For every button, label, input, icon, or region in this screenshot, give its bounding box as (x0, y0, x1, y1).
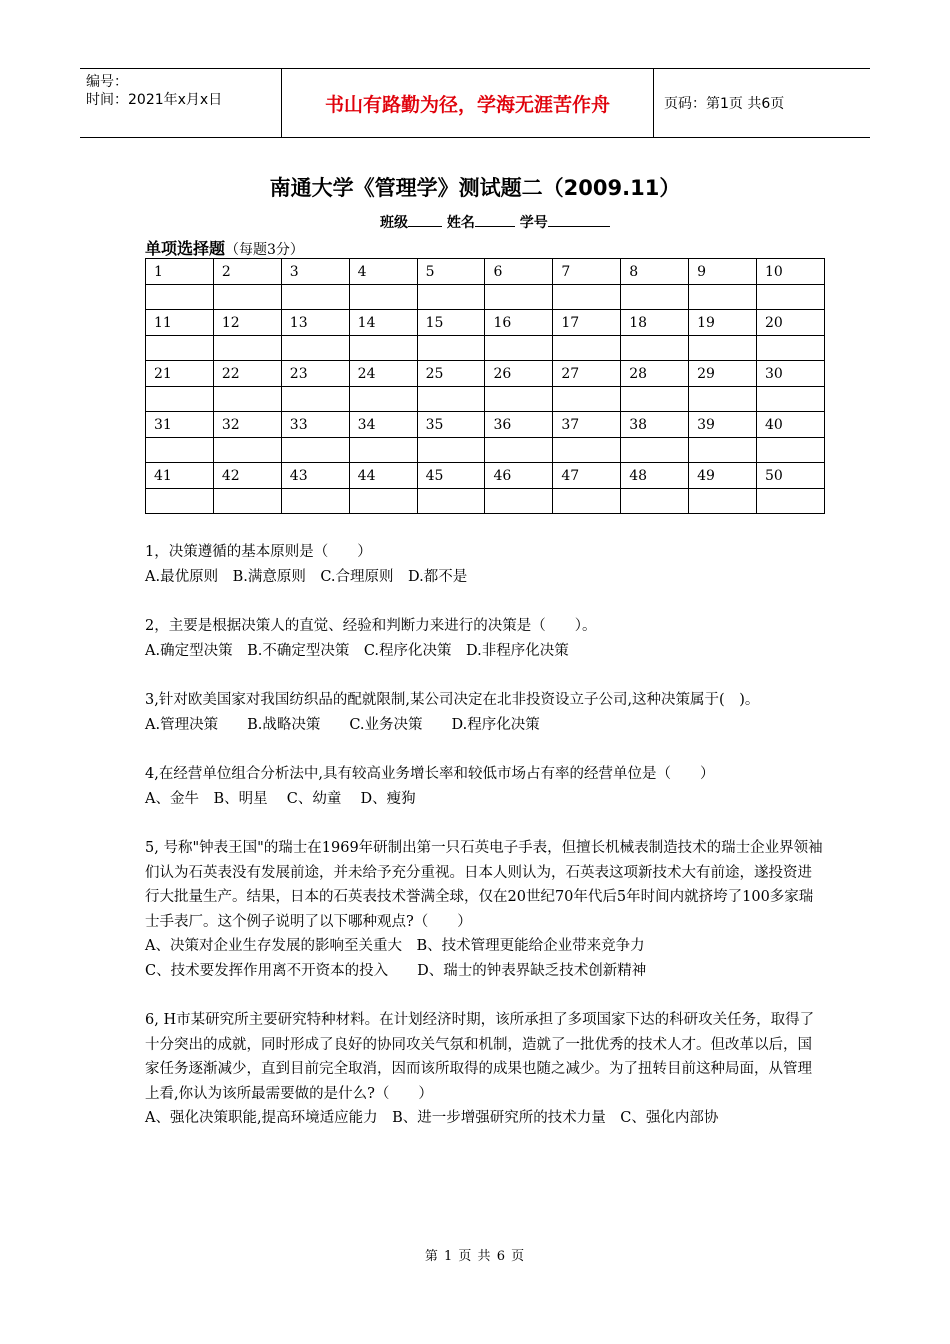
answer-input-cell[interactable] (621, 489, 689, 514)
answer-number-cell: 7 (553, 259, 621, 285)
question-item (145, 614, 825, 663)
answer-number-cell: 8 (621, 259, 689, 285)
answer-number-cell: 10 (757, 259, 825, 285)
answer-number-cell: 9 (689, 259, 757, 285)
answer-input-cell[interactable] (621, 387, 689, 412)
answer-input-cell[interactable] (281, 387, 349, 412)
answer-number-row (146, 412, 825, 438)
question-list (145, 540, 825, 1156)
question-stem: 6, H市某研究所主要研究特种材料。在计划经济时期，该所承担了多项国家下达的科研攻关任务，取得了十分突出的成就，同时形成了良好的协同攻关气氛和机制，造就了一批优秀的技术人才。但改革以后，国家任务逐渐减少，直到目前完全取消，因而该所取得的成果也随之减少。为了扭转目前这种局面，从管理上看,你认为该所最需要做的是什么?（ ） (145, 1012, 815, 1102)
answer-input-cell[interactable] (553, 387, 621, 412)
answer-number-cell: 48 (621, 463, 689, 489)
header-motto: 书山有路勤为径，学海无涯苦作舟 (282, 69, 654, 137)
answer-number-cell: 18 (621, 310, 689, 336)
answer-number-cell: 2 (213, 259, 281, 285)
name-blank[interactable] (475, 212, 515, 227)
answer-input-cell[interactable] (689, 285, 757, 310)
answer-input-cell[interactable] (689, 489, 757, 514)
answer-input-cell[interactable] (213, 438, 281, 463)
answer-input-cell[interactable] (417, 387, 485, 412)
question-options: A.管理决策 B.战略决策 C.业务决策 D.程序化决策 (145, 716, 540, 733)
answer-input-cell[interactable] (417, 336, 485, 361)
answer-number-row (146, 361, 825, 387)
answer-number-cell: 12 (213, 310, 281, 336)
answer-input-cell[interactable] (213, 489, 281, 514)
answer-number-cell: 20 (757, 310, 825, 336)
answer-number-cell: 26 (485, 361, 553, 387)
answer-input-cell[interactable] (213, 285, 281, 310)
answer-number-cell: 44 (349, 463, 417, 489)
answer-input-row (146, 285, 825, 310)
answer-number-cell: 42 (213, 463, 281, 489)
answer-input-cell[interactable] (349, 336, 417, 361)
answer-number-cell: 47 (553, 463, 621, 489)
answer-input-cell[interactable] (281, 336, 349, 361)
answer-input-cell[interactable] (485, 336, 553, 361)
answer-input-cell[interactable] (417, 438, 485, 463)
answer-input-cell[interactable] (281, 438, 349, 463)
answer-input-cell[interactable] (757, 387, 825, 412)
answer-number-cell: 14 (349, 310, 417, 336)
answer-number-cell: 21 (146, 361, 214, 387)
answer-number-cell: 50 (757, 463, 825, 489)
question-stem: 1，决策遵循的基本原则是（ ） (145, 544, 372, 560)
student-info-line (380, 212, 610, 232)
answer-input-row (146, 489, 825, 514)
answer-number-cell: 17 (553, 310, 621, 336)
answer-number-cell: 5 (417, 259, 485, 285)
question-item (145, 540, 825, 589)
answer-number-cell: 19 (689, 310, 757, 336)
answer-input-cell[interactable] (417, 489, 485, 514)
answer-input-row (146, 387, 825, 412)
answer-number-cell: 25 (417, 361, 485, 387)
question-stem: 3,针对欧美国家对我国纺织品的配就限制,某公司决定在北非投资设立子公司,这种决策属于( )。 (145, 692, 760, 708)
header-page-code: 页码：第1页 共6页 (664, 96, 785, 112)
section-heading (145, 236, 304, 259)
answer-input-cell[interactable] (349, 387, 417, 412)
answer-number-cell: 22 (213, 361, 281, 387)
answer-input-cell[interactable] (553, 438, 621, 463)
answer-number-cell: 41 (146, 463, 214, 489)
answer-input-cell[interactable] (689, 387, 757, 412)
id-label: 学号 (519, 215, 548, 231)
answer-input-cell[interactable] (757, 489, 825, 514)
answer-number-cell: 35 (417, 412, 485, 438)
answer-number-cell: 11 (146, 310, 214, 336)
question-stem: 5, 号称"钟表王国"的瑞士在1969年研制出第一只石英电子手表，但擅长机械表制造技术的瑞士企业界领袖们认为石英表没有发展前途，并未给予充分重视。日本人则认为，石英表这项新技术大有前途，遂投资进行大批量生产。结果，日本的石英表技术誉满全球，仅在20世纪70年代后5年时间内就挤垮了100多家瑞士手表厂。这个例子说明了以下哪种观点?（ ） (145, 840, 823, 930)
question-options: A.确定型决策 B.不确定型决策 C.程序化决策 D.非程序化决策 (145, 642, 569, 659)
answer-number-row (146, 310, 825, 336)
answer-number-cell: 40 (757, 412, 825, 438)
answer-number-row (146, 259, 825, 285)
serial-label: 编号： (86, 74, 128, 90)
answer-input-cell[interactable] (349, 489, 417, 514)
answer-input-cell[interactable] (553, 336, 621, 361)
answer-number-cell: 39 (689, 412, 757, 438)
question-item (145, 688, 825, 737)
answer-input-cell[interactable] (553, 285, 621, 310)
question-item (145, 1008, 825, 1131)
answer-input-row (146, 438, 825, 463)
answer-number-cell: 43 (281, 463, 349, 489)
class-blank[interactable] (408, 212, 442, 227)
answer-input-cell[interactable] (621, 285, 689, 310)
answer-number-cell: 16 (485, 310, 553, 336)
section-note: （每题3分） (225, 242, 304, 258)
answer-number-cell: 46 (485, 463, 553, 489)
class-label: 班级 (380, 215, 408, 231)
answer-grid (145, 258, 825, 514)
answer-input-cell[interactable] (281, 489, 349, 514)
answer-input-cell[interactable] (689, 438, 757, 463)
header-meta (80, 69, 282, 137)
answer-input-cell[interactable] (146, 285, 214, 310)
question-stem: 4,在经营单位组合分析法中,具有较高业务增长率和较低市场占有率的经营单位是（ ） (145, 766, 715, 782)
answer-number-cell: 33 (281, 412, 349, 438)
answer-input-cell[interactable] (146, 489, 214, 514)
answer-input-cell[interactable] (485, 489, 553, 514)
answer-number-cell: 45 (417, 463, 485, 489)
answer-number-cell: 37 (553, 412, 621, 438)
answer-input-cell[interactable] (349, 285, 417, 310)
page-header (80, 68, 870, 138)
question-item (145, 836, 825, 983)
answer-input-cell[interactable] (417, 285, 485, 310)
answer-number-cell: 23 (281, 361, 349, 387)
answer-number-cell: 4 (349, 259, 417, 285)
question-options: C、技术要发挥作用离不开资本的投入 D、瑞士的钟表界缺乏技术创新精神 (145, 962, 647, 979)
answer-number-cell: 27 (553, 361, 621, 387)
id-blank[interactable] (548, 212, 610, 227)
answer-input-row (146, 336, 825, 361)
answer-input-cell[interactable] (349, 438, 417, 463)
answer-input-cell[interactable] (553, 489, 621, 514)
time-label: 时间：2021年x月x日 (86, 92, 223, 108)
answer-number-cell: 32 (213, 412, 281, 438)
answer-input-cell[interactable] (485, 438, 553, 463)
answer-number-row (146, 463, 825, 489)
answer-number-cell: 38 (621, 412, 689, 438)
answer-number-cell: 34 (349, 412, 417, 438)
answer-number-cell: 31 (146, 412, 214, 438)
answer-input-cell[interactable] (213, 336, 281, 361)
answer-number-cell: 3 (281, 259, 349, 285)
answer-input-cell[interactable] (213, 387, 281, 412)
answer-input-cell[interactable] (146, 336, 214, 361)
question-options: A、决策对企业生存发展的影响至关重大 B、技术管理更能给企业带来竞争力 (145, 938, 645, 954)
answer-input-cell[interactable] (146, 387, 214, 412)
answer-input-cell[interactable] (621, 438, 689, 463)
answer-number-cell: 28 (621, 361, 689, 387)
answer-input-cell[interactable] (757, 285, 825, 310)
answer-number-cell: 49 (689, 463, 757, 489)
answer-input-cell[interactable] (689, 336, 757, 361)
answer-number-cell: 6 (485, 259, 553, 285)
name-label: 姓名 (446, 215, 475, 231)
answer-number-cell: 15 (417, 310, 485, 336)
question-options: A、强化决策职能,提高环境适应能力 B、进一步增强研究所的技术力量 C、强化内部协 (145, 1110, 719, 1126)
answer-number-cell: 36 (485, 412, 553, 438)
answer-number-cell: 29 (689, 361, 757, 387)
answer-number-cell: 1 (146, 259, 214, 285)
answer-input-cell[interactable] (281, 285, 349, 310)
question-options: A、金牛 B、明星 C、幼童 D、瘦狗 (145, 790, 416, 807)
page-title: 南通大学《管理学》测试题二（2009.11） (269, 176, 681, 200)
answer-number-cell: 30 (757, 361, 825, 387)
question-stem: 2，主要是根据决策人的直觉、经验和判断力来进行的决策是（ ）。 (145, 618, 597, 634)
answer-input-cell[interactable] (146, 438, 214, 463)
answer-number-cell: 13 (281, 310, 349, 336)
answer-input-cell[interactable] (757, 336, 825, 361)
question-item (145, 762, 825, 811)
answer-input-cell[interactable] (757, 438, 825, 463)
answer-input-cell[interactable] (485, 387, 553, 412)
answer-number-cell: 24 (349, 361, 417, 387)
page-footer: 第 1 页 共 6 页 (424, 1249, 526, 1264)
section-title: 单项选择题 (145, 239, 226, 258)
answer-input-cell[interactable] (621, 336, 689, 361)
answer-input-cell[interactable] (485, 285, 553, 310)
question-options: A.最优原则 B.满意原则 C.合理原则 D.都不是 (145, 568, 468, 585)
